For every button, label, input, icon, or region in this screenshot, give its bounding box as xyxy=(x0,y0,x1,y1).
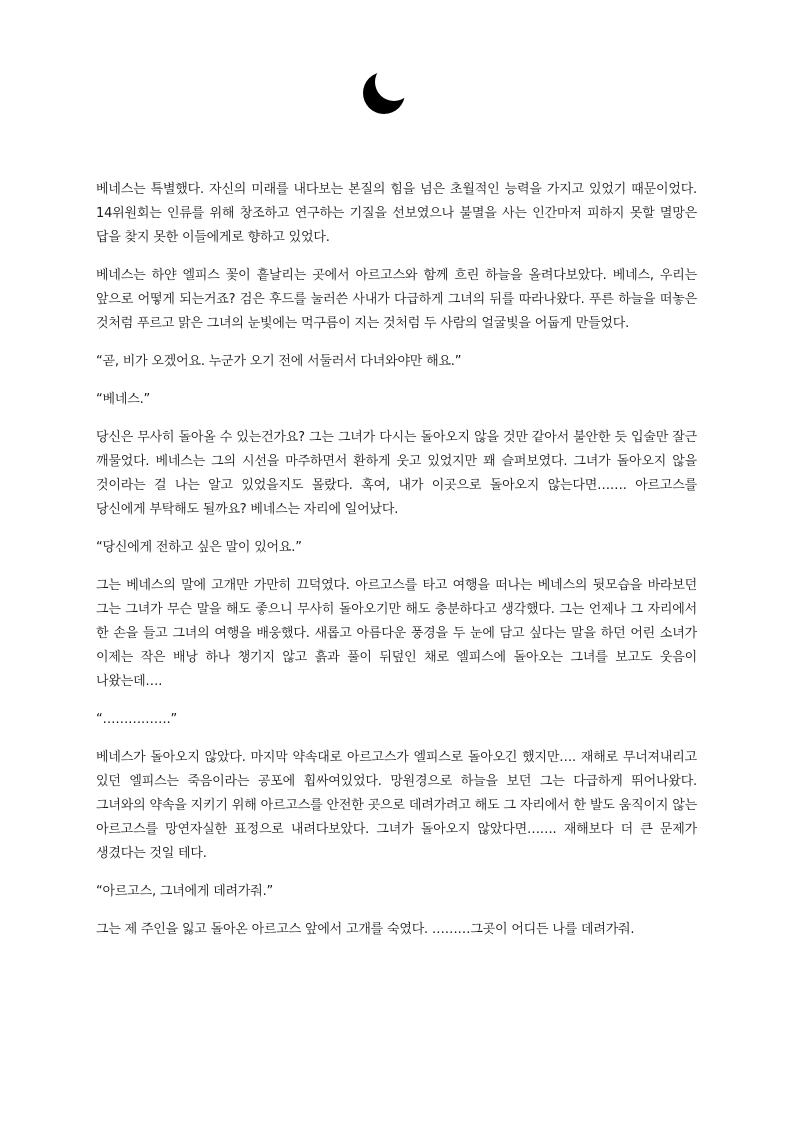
dialogue-3: “당신에게 전하고 싶은 말이 있어요.” xyxy=(96,540,302,555)
crescent-moon-icon xyxy=(360,66,410,118)
paragraph-6: 그는 제 주인을 잃고 돌아온 아르고스 앞에서 고개를 숙였다. ………그곳이 어디든 나를 데려가줘. xyxy=(96,922,635,937)
paragraph-2: 베네스는 하얀 엘피스 꽃이 흩날리는 곳에서 아르고스와 함께 흐린 하늘을 올려다보았다. 베네스, 우리는 앞으로 어떻게 되는거죠? 검은 후드를 눌러쓴 사내가 다급하게 그녀의 뒤를 따라나왔다. 푸른 하늘을 떠놓은 것처럼 푸르고 맑은 그녀의 눈빛에는 먹구름이 지는 것처럼 두 사람의 얼굴빛을 어둡게 만들었다. xyxy=(96,268,697,331)
dialogue-2: “베네스.” xyxy=(96,392,151,407)
dialogue-5: “아르고스, 그녀에게 데려가줘.” xyxy=(96,884,274,899)
dialogue-1: “곧, 비가 오겠어요. 누군가 오기 전에 서둘러서 다녀와야만 해요.” xyxy=(96,354,462,369)
paragraph-1: 베네스는 특별했다. 자신의 미래를 내다보는 본질의 힘을 넘은 초월적인 능력을 가지고 있었기 때문이었다. 14위원회는 인류를 위해 창조하고 연구하는 기질을 선보였으나 불멸을 사는 인간마저 피하지 못할 멸망은 답을 찾지 못한 이들에게로 향하고 있었다. xyxy=(96,182,697,245)
story-text xyxy=(96,178,697,956)
paragraph-4: 그는 베네스의 말에 고개만 가만히 끄덕였다. 아르고스를 타고 여행을 떠나는 베네스의 뒷모습을 바라보던 그는 그녀가 무슨 말을 해도 좋으니 무사히 돌아오기만 해도 충분하다고 생각했다. 그는 언제나 그 자리에서 한 손을 들고 그녀의 여행을 배웅했다. 새롭고 아름다운 풍경을 두 눈에 담고 싶다는 말을 하던 어린 소녀가 이제는 작은 배낭 하나 챙기지 않고 흙과 풀이 뒤덮인 채로 엘피스에 돌아오는 그녀를 보고도 웃음이 나왔는데…. xyxy=(96,578,697,689)
paragraph-3: 당신은 무사히 돌아올 수 있는건가요? 그는 그녀가 다시는 돌아오지 않을 것만 같아서 불안한 듯 입술만 잘근 깨물었다. 베네스는 그의 시선을 마주하면서 환하게 웃고 있었지만 꽤 슬퍼보였다. 그녀가 돌아오지 않을 것이라는 걸 나는 알고 있었을지도 몰랐다. 혹여, 내가 이곳으로 돌아오지 않는다면……. 아르고스를 당신에게 부탁해도 될까요? 베네스는 자리에 일어났다. xyxy=(96,430,697,517)
dialogue-4: “…………….” xyxy=(96,712,178,727)
paragraph-5: 베네스가 돌아오지 않았다. 마지막 약속대로 아르고스가 엘피스로 돌아오긴 했지만…. 재해로 무너져내리고 있던 엘피스는 죽음이라는 공포에 휩싸여있었다. 망원경으로 하늘을 보던 그는 다급하게 뛰어나왔다. 그녀와의 약속을 지키기 위해 아르고스를 안전한 곳으로 데려가려고 해도 그 자리에서 한 발도 움직이지 않는 아르고스를 망연자실한 표정으로 내려다보았다. 그녀가 돌아오지 않았다면……. 재해보다 더 큰 문제가 생겼다는 것일 테다. xyxy=(96,750,697,861)
